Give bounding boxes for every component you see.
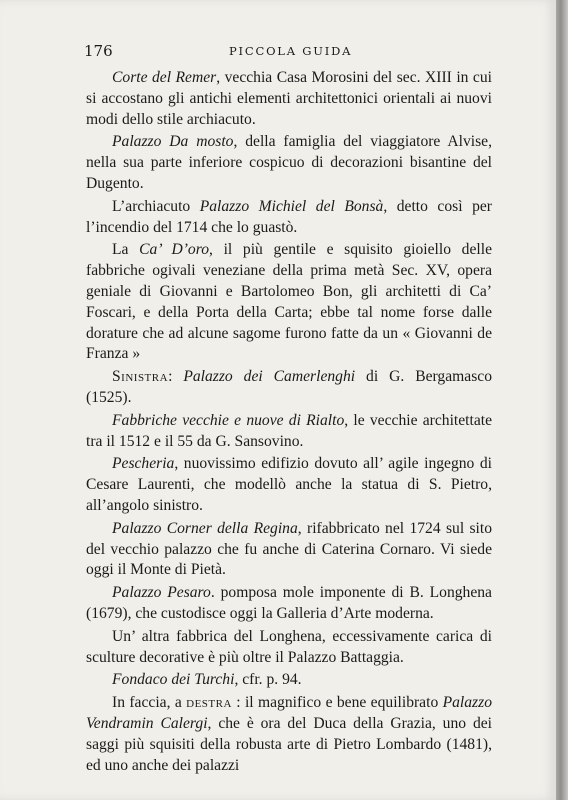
- paragraph: [86, 411, 492, 453]
- paragraph: [86, 693, 492, 776]
- text-run: , detto così per l’incendio del 1714 che lo guastò.: [86, 197, 492, 236]
- text-run: , le vecchie architettate tra il 1512 e il 55 da G. Sansovino.: [86, 411, 492, 450]
- paragraph: [86, 670, 492, 691]
- direction-label: Sinistra: [112, 368, 169, 386]
- text-run: In faccia, a: [112, 694, 187, 712]
- page-edge-shadow: [556, 0, 568, 800]
- text-run: , cfr. p. 94.: [234, 671, 302, 689]
- italic-title: Ca’ D’oro: [139, 241, 209, 259]
- paragraph: [86, 367, 492, 409]
- text-run: Un’ altra fabbrica del Longhena, eccessivamente carica di sculture decorative è più oltre il Palazzo Battaggia.: [86, 627, 492, 666]
- direction-label: destra: [186, 694, 232, 712]
- text-run: , rifabbricato nel 1724 sul sito del vecchio palazzo che fu anche di Caterina Cornaro. Vi siede oggi il Monte di Pietà.: [86, 519, 493, 579]
- paragraph: [86, 519, 492, 581]
- text-run: : il magnifico e bene equilibrato: [231, 694, 443, 712]
- italic-title: Palazzo Da mosto: [112, 133, 234, 151]
- italic-title: Fondaco dei Turchi: [112, 671, 235, 689]
- paragraph: [86, 627, 492, 669]
- paragraph: [86, 583, 492, 625]
- text-run: , che è ora del Duca della Grazia, uno dei saggi più squisiti della robusta arte di Pietro Lombardo (1481), ed uno anche dei palazzi: [86, 714, 492, 774]
- text-run: , nuovissimo edifizio dovuto all’ agile ingegno di Cesare Laurenti, che modellò anche la statua di S. Pietro, all’angolo sinistro.: [86, 455, 492, 514]
- text-run: , il più gentile e squisito gioiello delle fabbriche ogivali veneziane della prima metà Sec. XV, opera geniale di Giovanni e Bartolomeo Bon, gli architetti di Ca’ Foscari, e della Porta della Carta; ebbe tal nome forse dalle dorature che ad alcune sagome furono fatte da un « Giovanni de Franza »: [86, 241, 492, 363]
- paragraph: [86, 132, 492, 194]
- text-run: :: [168, 368, 184, 386]
- italic-title: Fabbriche vecchie e nuove di Rialto: [112, 411, 345, 429]
- italic-title: Palazzo dei Camerlenghi: [183, 368, 356, 386]
- text-run: , della famiglia del viaggiatore Alvise, nella sua parte inferiore cospicuo di decorazioni bisantine del Dugento.: [86, 133, 492, 192]
- italic-title: Pescheria: [112, 455, 175, 473]
- text-run: , vecchia Casa Morosini del sec. XIII in cui si accostano gli antichi elementi architettonici orientali ai nuovi modi dello stile archiacuto.: [86, 69, 492, 128]
- text-run: di G. Bergamasco (1525).: [86, 368, 492, 406]
- text-run: . pomposa mole imponente di B. Longhena (1679), che custodisce oggi la Galleria d’Arte moderna.: [86, 584, 492, 622]
- paragraph: [86, 68, 492, 130]
- italic-title: Palazzo Michiel del Bonsà: [199, 197, 384, 215]
- italic-title: Palazzo Corner della Regina: [112, 519, 298, 537]
- text-run: L’archiacuto: [112, 197, 200, 215]
- italic-title: Corte del Remer: [112, 69, 217, 86]
- paragraph: [86, 240, 492, 365]
- italic-title: Palazzo Pesaro: [112, 584, 211, 602]
- page-number: 176: [84, 42, 113, 60]
- page-body-text: [86, 68, 492, 778]
- page-header: [84, 42, 494, 64]
- paragraph: [86, 197, 492, 239]
- italic-title: Palazzo Vendramin Calergi: [86, 694, 492, 732]
- text-run: La: [112, 241, 140, 259]
- running-title: PICCOLA GUIDA: [229, 44, 353, 58]
- paragraph: [86, 454, 492, 516]
